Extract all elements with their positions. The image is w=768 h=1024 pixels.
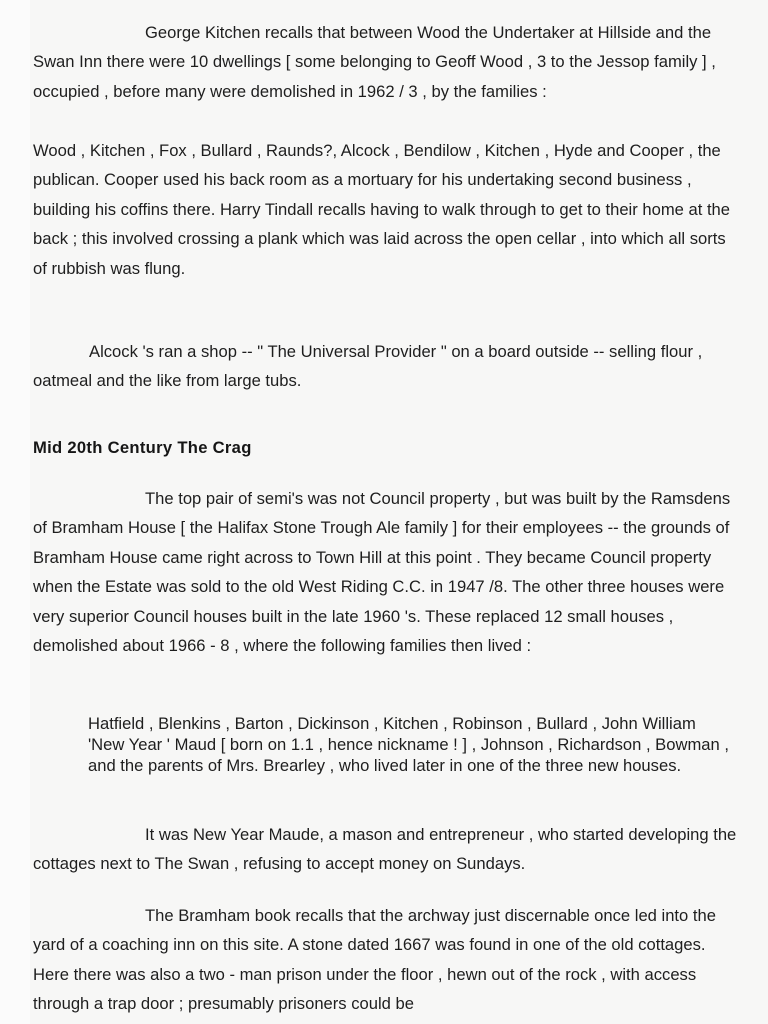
page-margin bbox=[0, 0, 30, 1024]
families-block: Hatfield , Blenkins , Barton , Dickinson , Kitchen , Robinson , Bullard , John William 'New Year ' Maud [ born on 1.1 , hence nickname ! ] , Johnson , Richardson , Bowman , and the parents of Mrs. Brearley , who lived later in one of the three new houses. bbox=[88, 714, 729, 776]
paragraph-bramham-book: The Bramham book recalls that the archway just discernable once led into the yard of a coaching inn on this site. A stone dated 1667 was found in one of the old cottages. Here there was also a two - man prison under the floor , hewn out of the rock , with access through a trap door ; presumably prisoners could be bbox=[33, 906, 716, 1014]
paragraph-alcock-shop: Alcock 's ran a shop -- " The Universal Provider " on a board outside -- selling flour , oatmeal and the like from large tubs. bbox=[33, 342, 703, 391]
paragraph-new-year-maude: It was New Year Maude, a mason and entrepreneur , who started developing the cottages next to The Swan , refusing to accept money on Sundays. bbox=[33, 825, 737, 874]
paragraph-george-kitchen: George Kitchen recalls that between Wood the Undertaker at Hillside and the Swan Inn there were 10 dwellings [ some belonging to Geoff Wood , 3 to the Jessop family ] , occupied , before many were demolished in 1962 / 3 , by the families : bbox=[33, 23, 716, 101]
section-heading: Mid 20th Century The Crag bbox=[33, 438, 252, 457]
paragraph-families-cooper: Wood , Kitchen , Fox , Bullard , Raunds?, Alcock , Bendilow , Kitchen , Hyde and Cooper , the publican. Cooper used his back room as a mortuary for his undertaking second business , building his coffins there. Harry Tindall recalls having to walk through to get to their home at the back ; this involved crossing a plank which was laid across the open cellar , into which all sorts of rubbish was flung. bbox=[33, 141, 731, 278]
paragraph-the-crag: The top pair of semi's was not Council property , but was built by the Ramsdens of Bramham House [ the Halifax Stone Trough Ale family ] for their employees -- the grounds of Bramham House came right across to Town Hill at this point . They became Council property when the Estate was sold to the old West Riding C.C. in 1947 /8. The other three houses were very superior Council houses built in the late 1960 's. These replaced 12 small houses , demolished about 1966 - 8 , where the following families then lived : bbox=[33, 489, 731, 656]
